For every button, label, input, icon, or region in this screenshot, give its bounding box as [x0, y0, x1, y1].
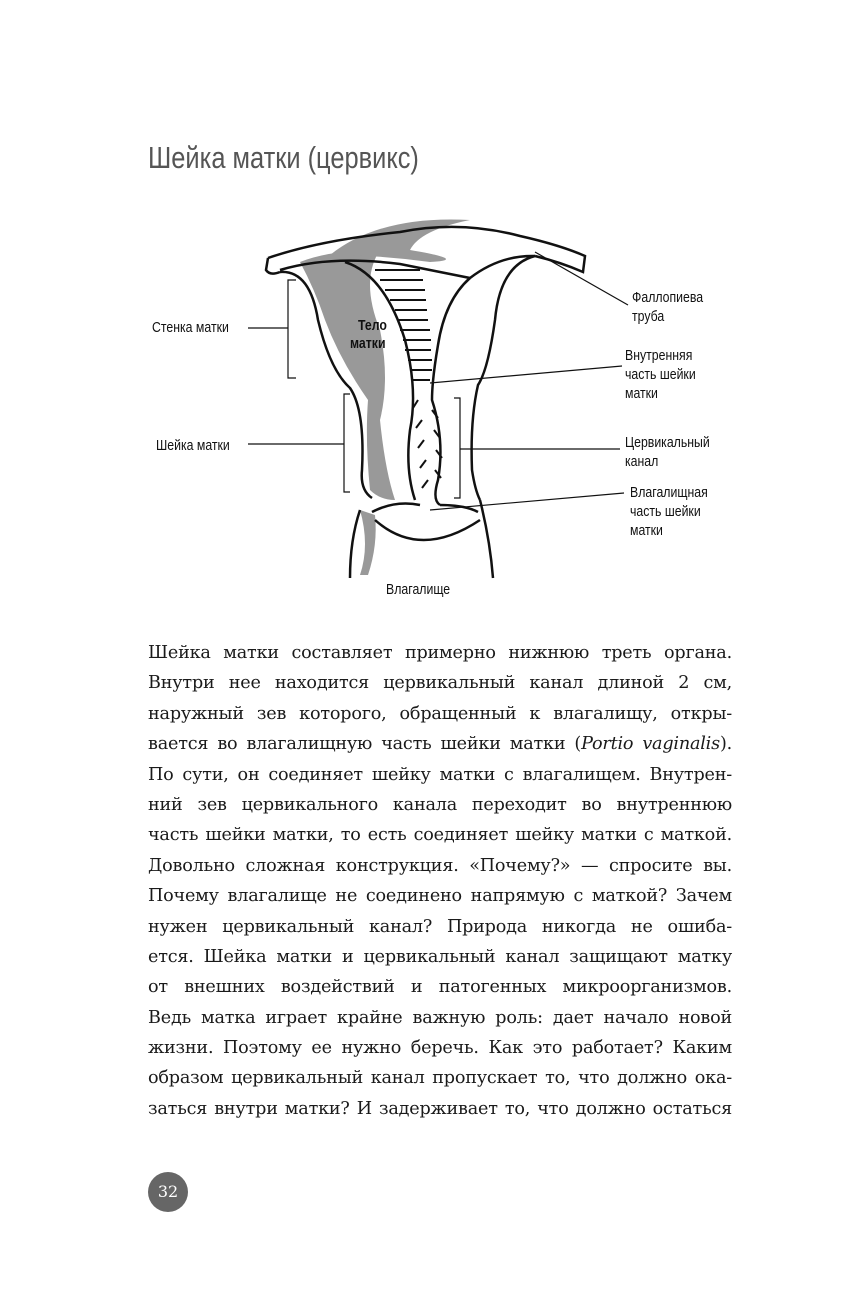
label-uterus-body-1: Тело	[358, 317, 387, 334]
text-line: Ведь матка играет крайне важную роль: дает начало новой	[148, 1007, 732, 1028]
bracket-cervix	[344, 394, 350, 492]
text-line: часть шейки матки, то есть соединяет шейку матки с маткой.	[148, 825, 732, 846]
section-heading: Шейка матки (цервикс)	[148, 140, 419, 175]
text-line: заться внутри матки? И задерживает то, что должно остаться	[148, 1098, 732, 1119]
text-line: По сути, он соединяет шейку матки с влагалищем. Внутрен-	[148, 764, 732, 785]
label-canal-2: канал	[625, 453, 659, 470]
text-segment: ).	[719, 734, 733, 755]
text-line: Почему влагалище не соединено напрямую с маткой? Зачем	[148, 886, 732, 907]
canal-hatching	[413, 400, 442, 488]
label-internal-2: часть шейки	[625, 366, 696, 383]
text-line: нужен цервикальный канал? Природа никогда не ошиба-	[148, 916, 732, 937]
text-line: образом цервикальный канал пропускает то, что должно ока-	[148, 1068, 732, 1089]
vagina-shading	[360, 510, 376, 575]
text-line: Довольно сложная конструкция. «Почему?» — спросите вы.	[148, 855, 732, 876]
label-internal-3: матки	[625, 385, 658, 402]
label-vaginal-1: Влагалищная	[630, 484, 708, 501]
label-canal-1: Цервикальный	[625, 434, 710, 451]
label-internal-1: Внутренняя	[625, 347, 693, 364]
cavity-right	[432, 278, 470, 505]
body-text	[148, 638, 732, 1124]
text-line: ний зев цервикального канала переходит во внутреннюю	[148, 794, 732, 815]
text-line: от внешних воздействий и патогенных микроорганизмов.	[148, 977, 732, 998]
text-line: жизни. Поэтому ее нужно беречь. Как это работает? Каким	[148, 1038, 732, 1059]
vagina-left	[350, 510, 360, 578]
vagina-inner	[375, 520, 480, 540]
label-fallopian-1: Фаллопиева	[632, 289, 704, 306]
bracket-wall	[288, 280, 296, 378]
label-cervix: Шейка матки	[156, 437, 230, 454]
text-line: Внутри нее находится цервикальный канал длиной 2 см,	[148, 673, 732, 694]
label-uterine-wall: Стенка матки	[152, 319, 229, 336]
tube-left-end	[266, 258, 280, 274]
text-line: ется. Шейка матки и цервикальный канал защищают матку	[148, 946, 732, 967]
label-vaginal-2: часть шейки	[630, 503, 701, 520]
label-vagina: Влагалище	[386, 581, 451, 598]
label-uterus-body-2: матки	[350, 335, 386, 352]
page-number: 32	[148, 1172, 188, 1212]
vagina-right	[480, 500, 493, 578]
text-line	[148, 729, 732, 759]
label-vaginal-3: матки	[630, 522, 663, 539]
text-line: наружный зев которого, обращенный к влагалищу, откры-	[148, 703, 732, 724]
label-fallopian-2: труба	[632, 308, 665, 325]
text-segment: вается во влагалищную часть шейки матки (	[148, 734, 582, 755]
latin-term: Portio vaginalis	[581, 734, 720, 755]
bracket-canal	[454, 398, 460, 498]
text-line: Шейка матки составляет примерно нижнюю треть органа.	[148, 643, 732, 663]
uterus-diagram	[0, 0, 862, 620]
